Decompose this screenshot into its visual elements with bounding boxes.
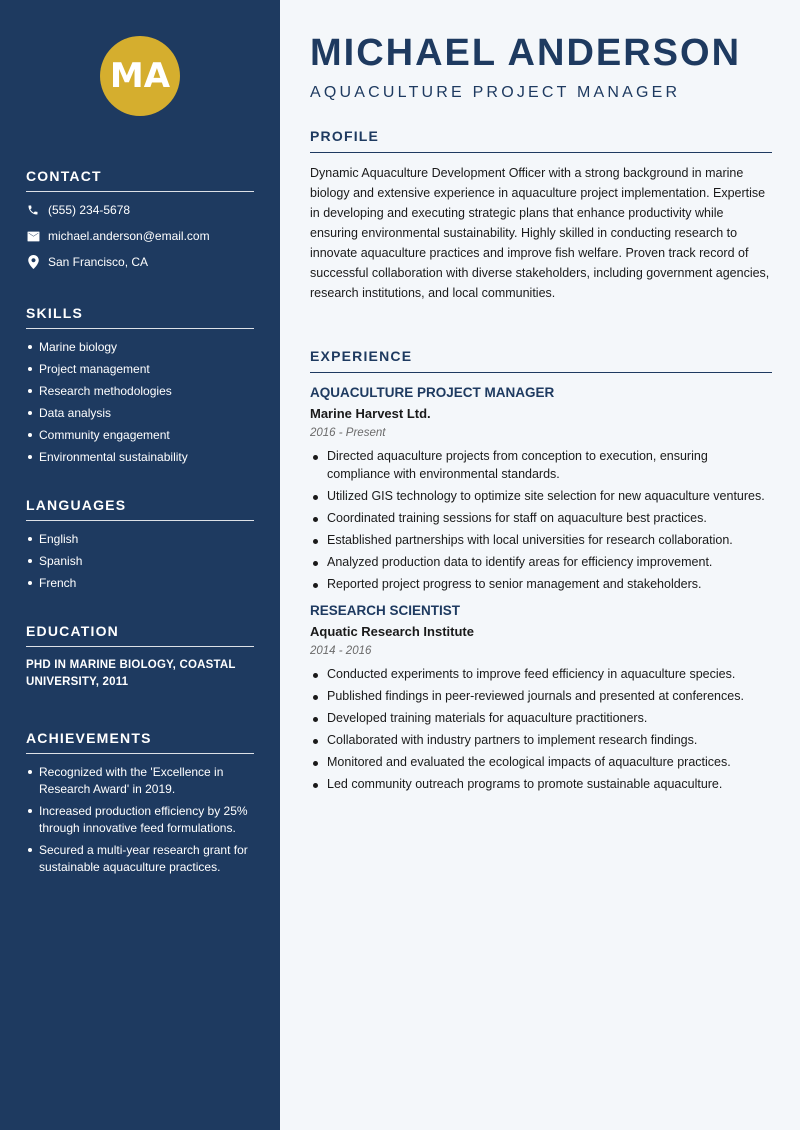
job-bullet: Reported project progress to senior management and stakeholders. xyxy=(310,576,772,594)
job-entry xyxy=(310,385,772,593)
job-company: Aquatic Research Institute xyxy=(310,624,474,639)
profile-title: PROFILE xyxy=(310,128,772,153)
skills-title: SKILLS xyxy=(26,305,254,329)
job-bullets xyxy=(310,448,772,593)
job-title: RESEARCH SCIENTIST xyxy=(310,603,461,618)
achievements-title: ACHIEVEMENTS xyxy=(26,730,254,754)
skill-item: Community engagement xyxy=(26,427,254,443)
language-item: Spanish xyxy=(26,553,254,569)
contact-title: CONTACT xyxy=(26,168,254,192)
skill-item: Data analysis xyxy=(26,405,254,421)
skill-item: Project management xyxy=(26,361,254,377)
job-bullets xyxy=(310,666,772,794)
email-text: michael.anderson@email.com xyxy=(48,229,210,243)
job-bullet: Collaborated with industry partners to implement research findings. xyxy=(310,732,772,750)
location-pin-icon xyxy=(26,255,40,269)
job-company: Marine Harvest Ltd. xyxy=(310,406,431,421)
achievement-item: Recognized with the 'Excellence in Research Award' in 2019. xyxy=(26,764,254,798)
profile-text: Dynamic Aquaculture Development Officer with a strong background in marine biology and extensive experience in aquaculture project implementation. Expertise in developing and executing strategic plans that enhance productivity while ensuring environmental sustainability. Highly skilled in conducting research to innovate aquaculture practices and improve fish welfare. Proven track record of successful collaboration with diverse stakeholders, including government agencies, research institutions, and local communities. xyxy=(310,166,770,300)
job-bullet: Analyzed production data to identify areas for efficiency improvement. xyxy=(310,554,772,572)
job-date: 2016 - Present xyxy=(310,427,386,439)
profile-section xyxy=(310,128,772,303)
achievements-list xyxy=(26,764,254,876)
job-date: 2014 - 2016 xyxy=(310,645,372,657)
job-bullet: Conducted experiments to improve feed efficiency in aquaculture species. xyxy=(310,666,772,684)
phone-icon xyxy=(26,203,40,217)
mail-icon xyxy=(26,229,40,243)
languages-title: LANGUAGES xyxy=(26,497,254,521)
avatar: MA xyxy=(100,36,180,116)
achievement-item: Secured a multi-year research grant for sustainable aquaculture practices. xyxy=(26,842,254,876)
skill-item: Research methodologies xyxy=(26,383,254,399)
job-bullet: Utilized GIS technology to optimize site selection for new aquaculture ventures. xyxy=(310,488,772,506)
skill-item: Marine biology xyxy=(26,339,254,355)
languages-section xyxy=(26,497,254,597)
language-item: French xyxy=(26,575,254,591)
education-degree: PHD IN MARINE BIOLOGY, COASTAL UNIVERSITY, 2011 xyxy=(26,659,236,688)
experience-section xyxy=(310,348,772,798)
education-title: EDUCATION xyxy=(26,623,254,647)
full-name: MICHAEL ANDERSON xyxy=(310,32,742,74)
contact-location xyxy=(26,254,254,270)
skills-section xyxy=(26,305,254,471)
job-bullet: Coordinated training sessions for staff on aquaculture best practices. xyxy=(310,510,772,528)
job-bullet: Established partnerships with local universities for research collaboration. xyxy=(310,532,772,550)
skill-item: Environmental sustainability xyxy=(26,449,254,465)
job-bullet: Published findings in peer-reviewed journals and presented at conferences. xyxy=(310,688,772,706)
contact-section xyxy=(26,168,254,270)
phone-text: (555) 234-5678 xyxy=(48,203,131,217)
education-section xyxy=(26,623,254,691)
achievements-section xyxy=(26,730,254,881)
experience-title: EXPERIENCE xyxy=(310,348,772,373)
achievement-item: Increased production efficiency by 25% through innovative feed formulations. xyxy=(26,803,254,837)
sidebar xyxy=(0,0,280,1130)
job-bullet: Monitored and evaluated the ecological impacts of aquaculture practices. xyxy=(310,754,772,772)
job-role: AQUACULTURE PROJECT MANAGER xyxy=(310,84,681,101)
job-bullet: Directed aquaculture projects from conception to execution, ensuring compliance with environmental standards. xyxy=(310,448,772,483)
skills-list xyxy=(26,339,254,465)
job-title: AQUACULTURE PROJECT MANAGER xyxy=(310,385,555,400)
language-item: English xyxy=(26,531,254,547)
job-bullet: Developed training materials for aquaculture practitioners. xyxy=(310,710,772,728)
location-text: San Francisco, CA xyxy=(48,255,149,269)
job-bullet: Led community outreach programs to promote sustainable aquaculture. xyxy=(310,776,772,794)
contact-phone xyxy=(26,202,254,218)
languages-list xyxy=(26,531,254,591)
contact-email xyxy=(26,228,254,244)
job-entry xyxy=(310,603,772,794)
